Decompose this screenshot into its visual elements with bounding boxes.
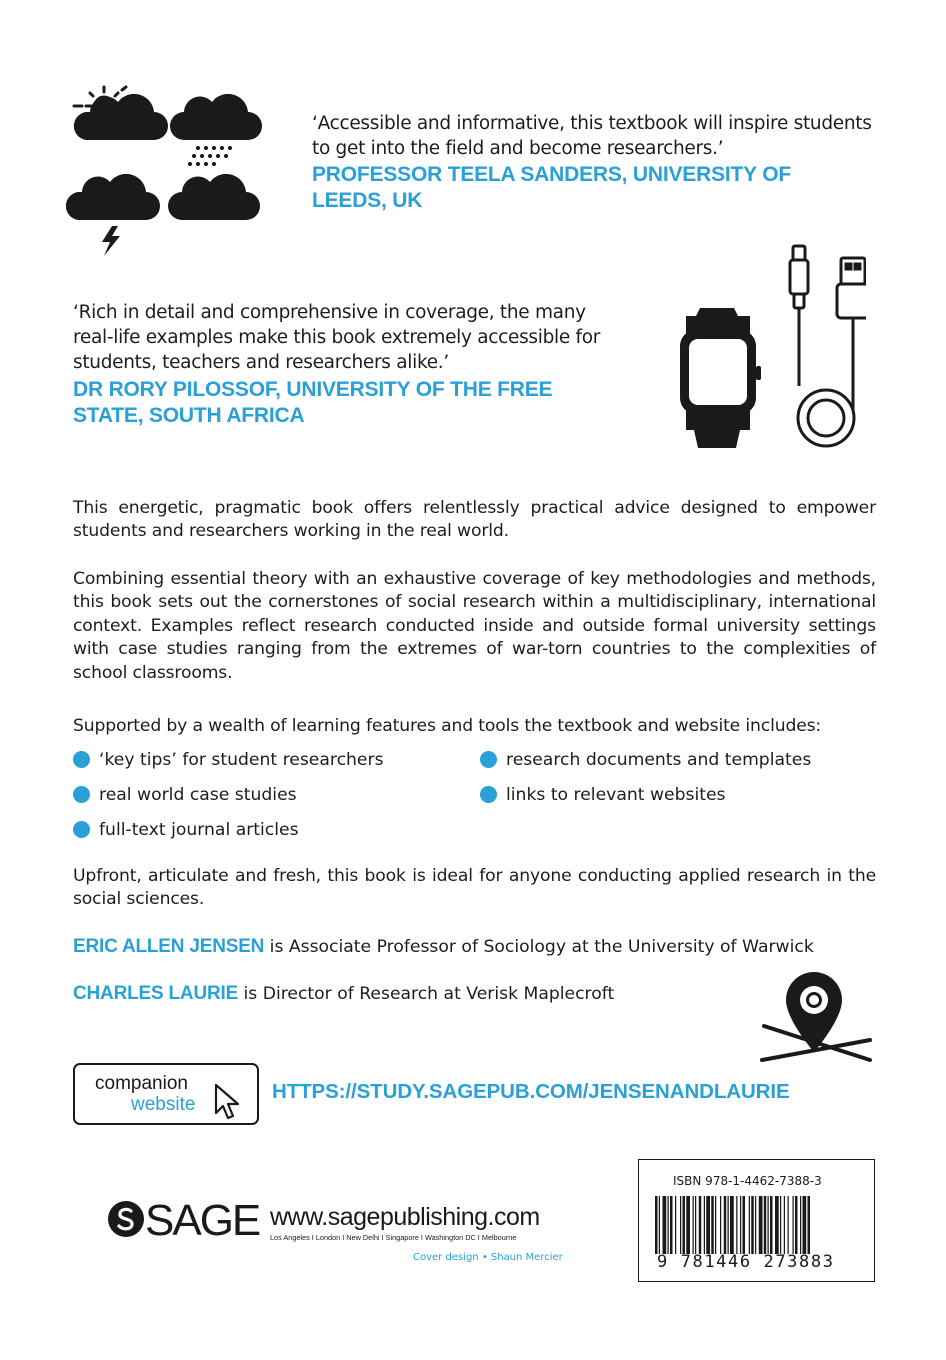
bullet-dot [480,751,497,768]
companion-label: companion [95,1073,188,1094]
weather-icons [66,82,266,257]
author-2-bio: is Director of Research at Verisk Maplecroft [238,984,615,1004]
charging-cable-icon [790,246,866,446]
barcode-panel [638,1159,875,1282]
author-2 [73,983,614,1005]
barcode-bar [755,1196,756,1254]
barcode-bar [683,1196,686,1254]
barcode-bar [780,1196,781,1254]
barcode-bar [795,1196,798,1254]
barcode-bar [695,1196,696,1254]
barcode-bar [740,1196,741,1254]
smartwatch-icon [680,308,761,448]
barcode-bar [788,1196,789,1254]
barcode-bar [759,1196,763,1254]
feature-item: research documents and templates [480,748,811,772]
barcode-bar [675,1196,676,1254]
publisher-url[interactable]: www.sagepublishing.com [270,1203,540,1231]
barcode-bar [670,1196,673,1254]
barcode-bar [730,1196,734,1254]
storm-cloud-icon [66,174,160,256]
quote-1-text: ‘Accessible and informative, this textbook will inspire students to get into the field and become researchers.’ [312,113,872,159]
barcode-bar [720,1196,721,1254]
isbn-text: ISBN 978-1-4462-7388-3 [673,1174,822,1188]
barcode-bar [749,1196,750,1254]
quote-2-attribution-line2: STATE, SOUTH AFRICA [73,404,305,427]
companion-url-link[interactable]: HTTPS://STUDY.SAGEPUB.COM/JENSENANDLAURIE [272,1080,790,1103]
barcode-bars [653,1196,861,1254]
sage-logo-icon [107,1200,145,1238]
barcode-number: 9 781446 273883 [657,1252,835,1272]
features-intro: Supported by a wealth of learning features and tools the textbook and website includes: [73,716,822,736]
blurb-paragraph-1: This energetic, pragmatic book offers relentlessly practical advice designed to empower students and researchers working in the real world. [73,498,876,542]
barcode-bar [800,1196,801,1254]
bullet-dot [480,786,497,803]
author-1-bio: is Associate Professor of Sociology at the University of Warwick [264,937,814,957]
feature-item: real world case studies [73,783,297,807]
barcode-bar [803,1196,807,1254]
closing-paragraph: Upfront, articulate and fresh, this book is ideal for anyone conducting applied research in the social sciences. [73,866,876,910]
companion-website-badge[interactable] [73,1063,259,1125]
sun-cloud-icon [74,87,168,140]
barcode-bar [808,1196,811,1254]
bullet-dot [73,821,90,838]
cursor-icon [213,1083,243,1123]
barcode-bar [724,1196,727,1254]
barcode-bar [770,1196,773,1254]
barcode-bar [784,1196,785,1254]
bullet-dot [73,751,90,768]
barcode-bar [751,1196,754,1254]
quote-2-line3: students, teachers and researchers alike.’ [73,352,449,373]
feature-item: ‘key tips’ for student researchers [73,748,384,772]
quote-2-line2: real-life examples make this book extremely accessible for [73,327,601,348]
barcode-bar [706,1196,710,1254]
website-label: website [131,1094,196,1115]
barcode-bar [743,1196,746,1254]
quote-2-attribution-line1: DR RORY PILOSSOF, UNIVERSITY OF THE FREE [73,378,553,401]
map-pin-icon [758,968,876,1072]
publisher-cities: Los Angeles I London I New Delhi I Singapore I Washington DC I Melbourne [270,1233,517,1242]
barcode-bar [768,1196,769,1254]
feature-item: full-text journal articles [73,818,299,842]
feature-item: links to relevant websites [480,783,726,807]
quote-1-attribution-line2: LEEDS, UK [312,189,423,212]
cover-design-credit: Cover design • Shaun Mercier [413,1252,563,1263]
author-1-name: ERIC ALLEN JENSEN [73,936,265,957]
blurb-paragraph-2: Combining essential theory with an exhaustive coverage of key methodologies and methods, this book sets out the cornerstones of social research within a multidisciplinary, international context. Examples reflect research conducted inside and outside formal university settings with case studies ranging from the extremes of war-torn countries to the complexities of school classrooms. [73,569,876,683]
sage-logo-text: SAGE [145,1196,260,1245]
barcode-bar [663,1196,667,1254]
barcode-bar [728,1196,729,1254]
barcode-bar [693,1196,694,1254]
barcode-bar [715,1196,716,1254]
quote-2-line1: ‘Rich in detail and comprehensive in coverage, the many [73,302,586,323]
barcode-bar [699,1196,702,1254]
barcode-bar [668,1196,669,1254]
barcode-bar [775,1196,779,1254]
cloud-icon [168,174,260,220]
barcode-bar [764,1196,767,1254]
barcode-bar [659,1196,660,1254]
bullet-dot [73,786,90,803]
rain-cloud-icon [170,94,262,166]
smartwatch-cable-illustration [676,236,866,454]
quote-1-attribution-line1: PROFESSOR TEELA SANDERS, UNIVERSITY OF [312,163,791,186]
barcode-bar [686,1196,690,1254]
barcode-bar [655,1196,658,1254]
author-1 [73,936,814,958]
author-2-name: CHARLES LAURIE [73,983,239,1004]
barcode-bar [793,1196,794,1254]
barcode-bar [680,1196,681,1254]
barcode-bar [711,1196,714,1254]
barcode-bar [704,1196,705,1254]
barcode-bar [736,1196,737,1254]
